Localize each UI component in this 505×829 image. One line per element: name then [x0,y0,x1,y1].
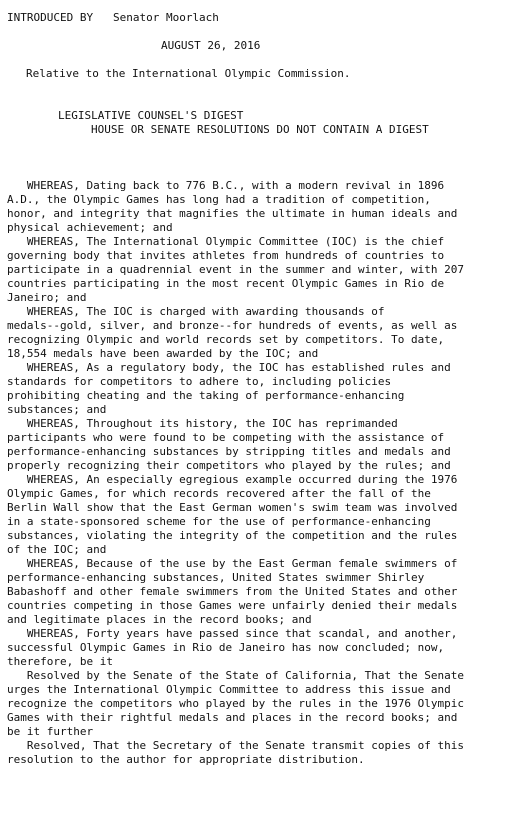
body-line: performance-enhancing substances by stripping titles and medals and [7,445,451,458]
introduced-by-label: INTRODUCED BY [7,11,94,24]
body-line: successful Olympic Games in Rio de Janeiro has now concluded; now, [7,641,445,654]
body-line: urges the International Olympic Committee to address this issue and [7,683,451,696]
body-line: participate in a quadrennial event in the summer and winter, with 207 [7,263,464,276]
body-line: prohibiting cheating and the taking of performance-enhancing [7,389,405,402]
body-line: be it further [7,725,94,738]
body-line: resolution to the author for appropriate distribution. [7,753,365,766]
body-line: Babashoff and other female swimmers from the United States and other [7,585,458,598]
introduced-by-name: Senator Moorlach [112,11,219,24]
body-line: Resolved, That the Secretary of the Senate transmit copies of this [7,739,464,752]
body-line: therefore, be it [7,655,113,668]
body-line: Berlin Wall show that the East German women's swim team was involved [7,501,458,514]
resolution-date: AUGUST 26, 2016 [161,39,261,52]
body-line: WHEREAS, The International Olympic Committee (IOC) is the chief [7,235,445,248]
body-line: recognize the competitors who played by the rules in the 1976 Olympic [7,697,464,710]
body-line: 18,554 medals have been awarded by the IOC; and [7,347,319,360]
body-line: medals--gold, silver, and bronze--for hundreds of events, as well as [7,319,458,332]
body-line: physical achievement; and [7,221,173,234]
body-line: WHEREAS, Throughout its history, the IOC has reprimanded [7,417,398,430]
body-line: WHEREAS, Because of the use by the East German female swimmers of [7,557,458,570]
body-line: countries participating in the most recent Olympic Games in Rio de [7,277,445,290]
body-line: standards for competitors to adhere to, including policies [7,375,392,388]
body-line: in a state-sponsored scheme for the use of performance-enhancing [7,515,431,528]
resolution-body [7,179,502,767]
body-line: properly recognizing their competitors who played by the rules; and [7,459,451,472]
introduced-by-line [7,11,219,25]
body-line: recognizing Olympic and world records set by competitors. To date, [7,333,445,346]
body-line: WHEREAS, The IOC is charged with awarding thousands of [7,305,385,318]
body-line: Games with their rightful medals and places in the record books; and [7,711,458,724]
body-line: Olympic Games, for which records recovered after the fall of the [7,487,431,500]
body-line: Janeiro; and [7,291,87,304]
body-line: performance-enhancing substances, United States swimmer Shirley [7,571,425,584]
body-line: governing body that invites athletes from hundreds of countries to [7,249,445,262]
body-line: WHEREAS, Forty years have passed since that scandal, and another, [7,627,458,640]
body-line: honor, and integrity that magnifies the ultimate in human ideals and [7,207,458,220]
body-line: A.D., the Olympic Games has long had a tradition of competition, [7,193,431,206]
digest-note: HOUSE OR SENATE RESOLUTIONS DO NOT CONTAIN A DIGEST [91,123,429,136]
body-line: WHEREAS, Dating back to 776 B.C., with a modern revival in 1896 [7,179,445,192]
body-line: and legitimate places in the record books; and [7,613,312,626]
body-line: participants who were found to be competing with the assistance of [7,431,445,444]
body-line: WHEREAS, An especially egregious example occurred during the 1976 [7,473,458,486]
body-line: WHEREAS, As a regulatory body, the IOC has established rules and [7,361,451,374]
relative-to-line: Relative to the International Olympic Commission. [26,67,351,80]
body-line: of the IOC; and [7,543,107,556]
digest-title: LEGISLATIVE COUNSEL'S DIGEST [58,109,244,122]
body-line: substances; and [7,403,107,416]
body-line: substances, violating the integrity of the competition and the rules [7,529,458,542]
body-line: Resolved by the Senate of the State of California, That the Senate [7,669,464,682]
body-line: countries competing in those Games were unfairly denied their medals [7,599,458,612]
